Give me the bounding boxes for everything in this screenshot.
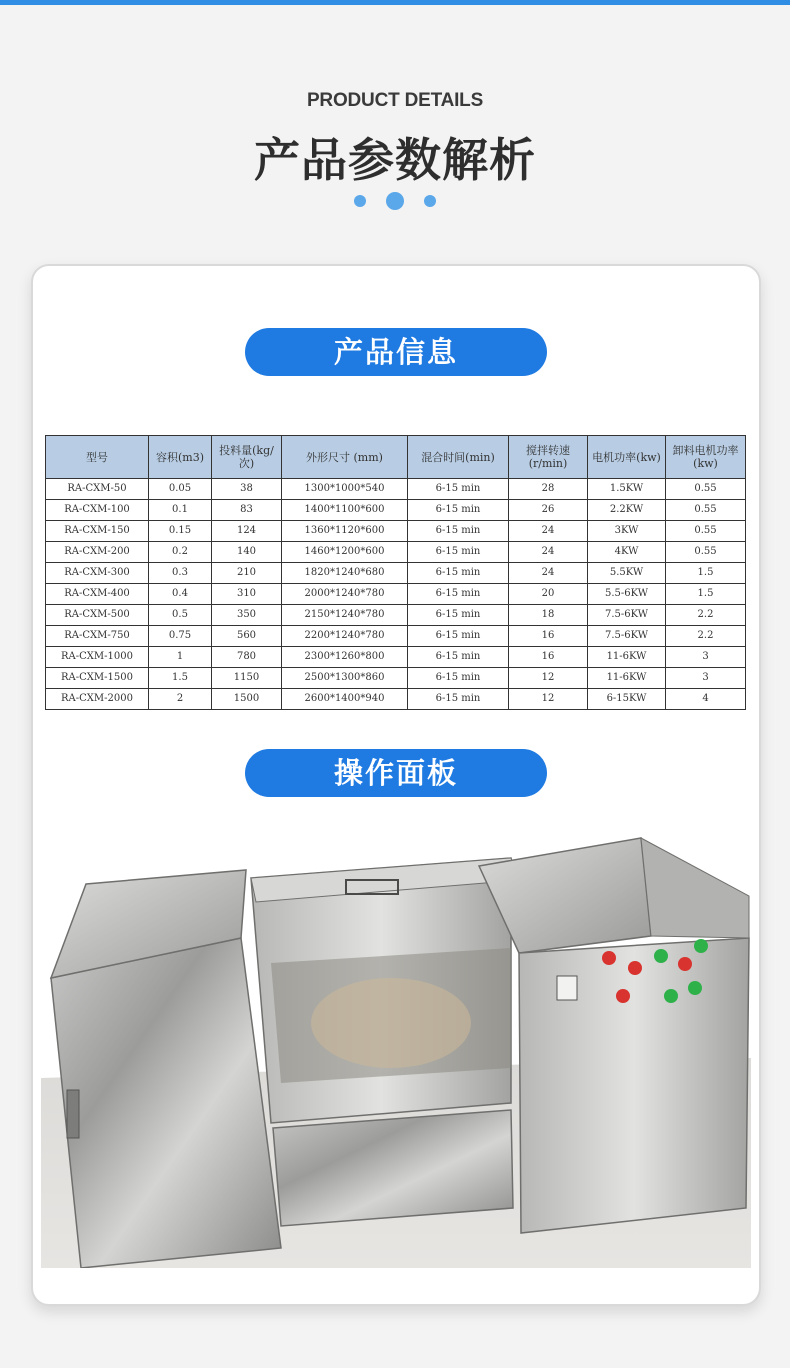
table-cell: RA-CXM-1500 bbox=[46, 668, 149, 689]
table-cell: 0.4 bbox=[149, 584, 212, 605]
table-cell: 1 bbox=[149, 647, 212, 668]
table-header-row bbox=[46, 436, 746, 479]
column-header: 混合时间(min) bbox=[408, 436, 509, 479]
table-cell: 2.2KW bbox=[588, 500, 666, 521]
table-cell: 0.05 bbox=[149, 479, 212, 500]
spec-table bbox=[45, 435, 746, 710]
table-cell: 0.55 bbox=[666, 479, 746, 500]
table-cell: 0.3 bbox=[149, 563, 212, 584]
product-photo bbox=[41, 828, 751, 1268]
table-cell: 7.5-6KW bbox=[588, 626, 666, 647]
table-cell: 1.5 bbox=[666, 584, 746, 605]
table-cell: 1400*1100*600 bbox=[282, 500, 408, 521]
table-cell: 6-15 min bbox=[408, 605, 509, 626]
table-cell: 0.1 bbox=[149, 500, 212, 521]
section-title-control-panel: 操作面板 bbox=[245, 749, 547, 797]
table-cell: 1500 bbox=[212, 689, 282, 710]
table-cell: 18 bbox=[509, 605, 588, 626]
dot-icon bbox=[354, 195, 366, 207]
table-cell: RA-CXM-2000 bbox=[46, 689, 149, 710]
table-cell: 350 bbox=[212, 605, 282, 626]
table-cell: 24 bbox=[509, 521, 588, 542]
dots-decoration bbox=[0, 190, 790, 210]
table-cell: 0.55 bbox=[666, 542, 746, 563]
table-row bbox=[46, 479, 746, 500]
eyebrow-text: PRODUCT DETAILS bbox=[306, 90, 484, 111]
table-cell: 210 bbox=[212, 563, 282, 584]
table-cell: 1.5 bbox=[666, 563, 746, 584]
table-row bbox=[46, 647, 746, 668]
column-header: 外形尺寸 (mm) bbox=[282, 436, 408, 479]
table-cell: 2000*1240*780 bbox=[282, 584, 408, 605]
table-cell: 24 bbox=[509, 563, 588, 584]
table-cell: 0.2 bbox=[149, 542, 212, 563]
spec-table-wrapper bbox=[45, 435, 745, 710]
table-cell: 5.5-6KW bbox=[588, 584, 666, 605]
table-row bbox=[46, 563, 746, 584]
table-row bbox=[46, 668, 746, 689]
table-cell: 12 bbox=[509, 689, 588, 710]
table-cell: 11-6KW bbox=[588, 647, 666, 668]
table-cell: 7.5-6KW bbox=[588, 605, 666, 626]
column-header: 投料量(kg/次) bbox=[212, 436, 282, 479]
table-cell: 2500*1300*860 bbox=[282, 668, 408, 689]
table-cell: 6-15 min bbox=[408, 500, 509, 521]
table-cell: 6-15 min bbox=[408, 563, 509, 584]
content-card bbox=[31, 264, 761, 1306]
table-cell: 6-15 min bbox=[408, 689, 509, 710]
table-cell: RA-CXM-200 bbox=[46, 542, 149, 563]
table-cell: RA-CXM-50 bbox=[46, 479, 149, 500]
table-cell: 2.2 bbox=[666, 626, 746, 647]
section-title-product-info: 产品信息 bbox=[245, 328, 547, 376]
table-cell: 1.5 bbox=[149, 668, 212, 689]
table-cell: 1.5KW bbox=[588, 479, 666, 500]
table-cell: 0.5 bbox=[149, 605, 212, 626]
table-cell: 11-6KW bbox=[588, 668, 666, 689]
table-cell: 1360*1120*600 bbox=[282, 521, 408, 542]
table-cell: RA-CXM-400 bbox=[46, 584, 149, 605]
table-cell: 0.75 bbox=[149, 626, 212, 647]
table-cell: 6-15 min bbox=[408, 584, 509, 605]
table-cell: 16 bbox=[509, 626, 588, 647]
table-cell: 2600*1400*940 bbox=[282, 689, 408, 710]
column-header: 型号 bbox=[46, 436, 149, 479]
table-cell: 310 bbox=[212, 584, 282, 605]
table-cell: RA-CXM-150 bbox=[46, 521, 149, 542]
table-cell: 6-15KW bbox=[588, 689, 666, 710]
table-row bbox=[46, 689, 746, 710]
table-cell: 3KW bbox=[588, 521, 666, 542]
table-cell: 124 bbox=[212, 521, 282, 542]
table-cell: 38 bbox=[212, 479, 282, 500]
table-cell: RA-CXM-750 bbox=[46, 626, 149, 647]
table-cell: 2.2 bbox=[666, 605, 746, 626]
dot-icon bbox=[424, 195, 436, 207]
table-cell: 6-15 min bbox=[408, 542, 509, 563]
table-cell: 1150 bbox=[212, 668, 282, 689]
table-cell: 560 bbox=[212, 626, 282, 647]
table-cell: 1460*1200*600 bbox=[282, 542, 408, 563]
table-cell: 4KW bbox=[588, 542, 666, 563]
table-cell: 16 bbox=[509, 647, 588, 668]
table-cell: 2 bbox=[149, 689, 212, 710]
table-cell: 20 bbox=[509, 584, 588, 605]
table-cell: 6-15 min bbox=[408, 479, 509, 500]
table-body bbox=[46, 479, 746, 710]
column-header: 卸料电机功率(kw) bbox=[666, 436, 746, 479]
table-cell: 2300*1260*800 bbox=[282, 647, 408, 668]
table-cell: RA-CXM-1000 bbox=[46, 647, 149, 668]
table-cell: RA-CXM-500 bbox=[46, 605, 149, 626]
table-row bbox=[46, 626, 746, 647]
table-cell: 3 bbox=[666, 668, 746, 689]
table-row bbox=[46, 500, 746, 521]
table-cell: 6-15 min bbox=[408, 668, 509, 689]
table-cell: 26 bbox=[509, 500, 588, 521]
table-cell: 1300*1000*540 bbox=[282, 479, 408, 500]
table-cell: 5.5KW bbox=[588, 563, 666, 584]
column-header: 容积(m3) bbox=[149, 436, 212, 479]
table-row bbox=[46, 584, 746, 605]
table-cell: 83 bbox=[212, 500, 282, 521]
table-cell: 0.55 bbox=[666, 500, 746, 521]
table-row bbox=[46, 542, 746, 563]
table-cell: 28 bbox=[509, 479, 588, 500]
column-header: 搅拌转速(r/min) bbox=[509, 436, 588, 479]
table-cell: 6-15 min bbox=[408, 647, 509, 668]
column-header: 电机功率(kw) bbox=[588, 436, 666, 479]
table-cell: 0.15 bbox=[149, 521, 212, 542]
table-cell: 2150*1240*780 bbox=[282, 605, 408, 626]
table-cell: 6-15 min bbox=[408, 521, 509, 542]
table-row bbox=[46, 521, 746, 542]
table-cell: 6-15 min bbox=[408, 626, 509, 647]
page-title: 产品参数解析 bbox=[254, 133, 536, 187]
top-accent-bar bbox=[0, 0, 790, 5]
table-cell: 780 bbox=[212, 647, 282, 668]
table-row bbox=[46, 605, 746, 626]
dot-icon bbox=[386, 192, 404, 210]
table-cell: 1820*1240*680 bbox=[282, 563, 408, 584]
table-cell: 3 bbox=[666, 647, 746, 668]
table-cell: RA-CXM-100 bbox=[46, 500, 149, 521]
table-cell: 24 bbox=[509, 542, 588, 563]
table-cell: 2200*1240*780 bbox=[282, 626, 408, 647]
table-cell: 4 bbox=[666, 689, 746, 710]
table-cell: 0.55 bbox=[666, 521, 746, 542]
table-cell: 12 bbox=[509, 668, 588, 689]
table-cell: RA-CXM-300 bbox=[46, 563, 149, 584]
table-cell: 140 bbox=[212, 542, 282, 563]
